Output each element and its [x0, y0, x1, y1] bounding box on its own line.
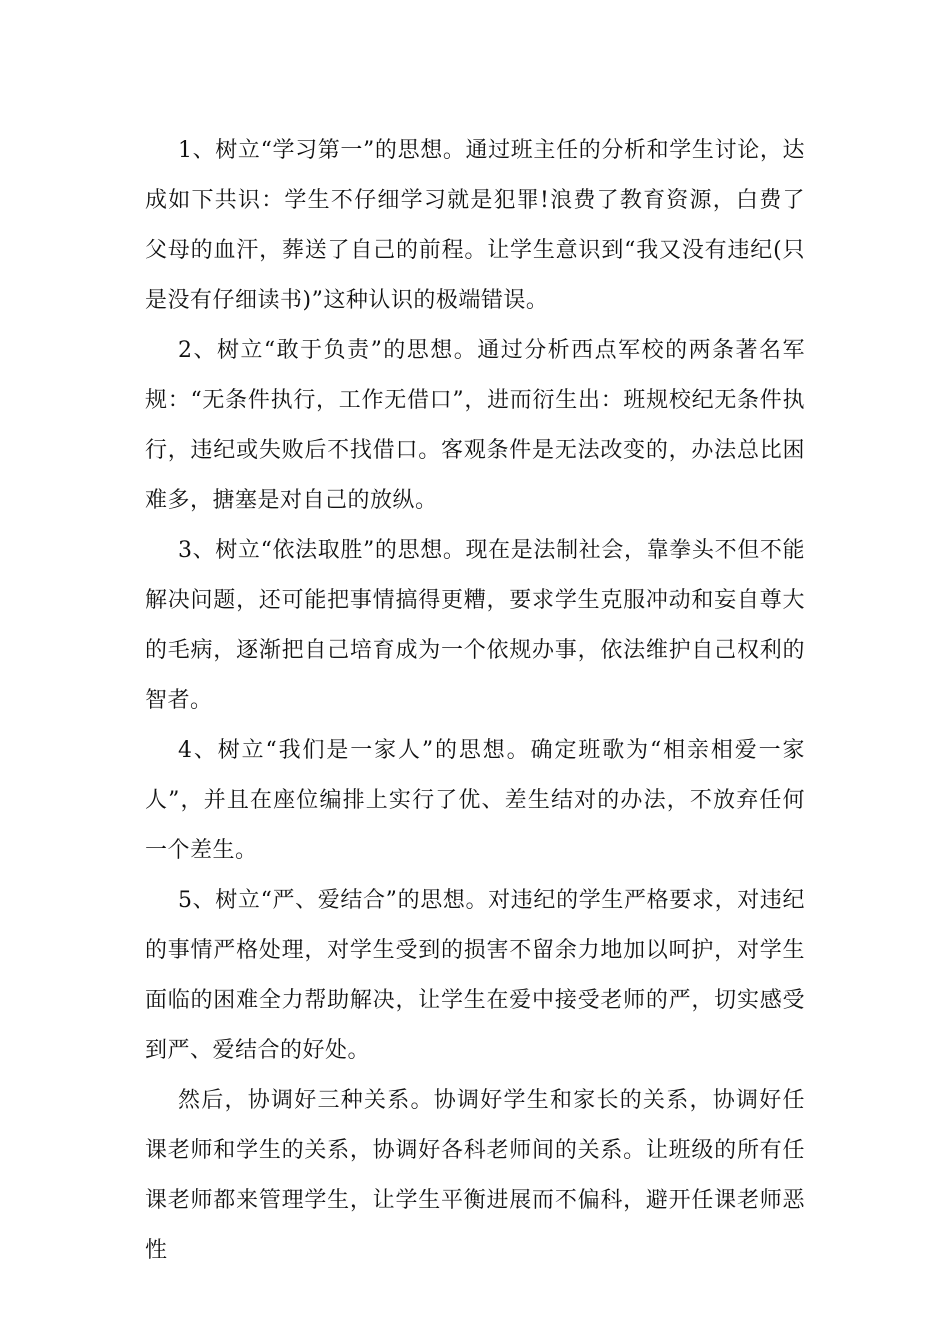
- paragraph-2: 2、树立“敢于负责”的思想。通过分析西点军校的两条著名军规：“无条件执行，工作无借口”，进而衍生出：班规校纪无条件执行，违纪或失败后不找借口。客观条件是无法改变的，办法总比困难多，搪塞是对自己的放纵。: [145, 338, 805, 513]
- document-body: [145, 126, 805, 1276]
- paragraph-1: 1、树立“学习第一”的思想。通过班主任的分析和学生讨论，达成如下共识：学生不仔细学习就是犯罪!浪费了教育资源，白费了父母的血汗，葬送了自己的前程。让学生意识到“我又没有违纪(只是没有仔细读书)”这种认识的极端错误。: [145, 138, 805, 313]
- paragraph-3: 3、树立“依法取胜”的思想。现在是法制社会，靠拳头不但不能解决问题，还可能把事情搞得更糟，要求学生克服冲动和妄自尊大的毛病，逐渐把自己培育成为一个依规办事，依法维护自己权利的智者。: [145, 538, 805, 713]
- paragraph-6: 然后，协调好三种关系。协调好学生和家长的关系，协调好任课老师和学生的关系，协调好各科老师间的关系。让班级的所有任课老师都来管理学生，让学生平衡进展而不偏科，避开任课老师恶性: [145, 1088, 805, 1263]
- paragraph-5: 5、树立“严、爱结合”的思想。对违纪的学生严格要求，对违纪的事情严格处理，对学生受到的损害不留余力地加以呵护，对学生面临的困难全力帮助解决，让学生在爱中接受老师的严，切实感受到严、爱结合的好处。: [145, 888, 805, 1063]
- paragraph-4: 4、树立“我们是一家人”的思想。确定班歌为“相亲相爱一家人”，并且在座位编排上实行了优、差生结对的办法，不放弃任何一个差生。: [145, 738, 805, 863]
